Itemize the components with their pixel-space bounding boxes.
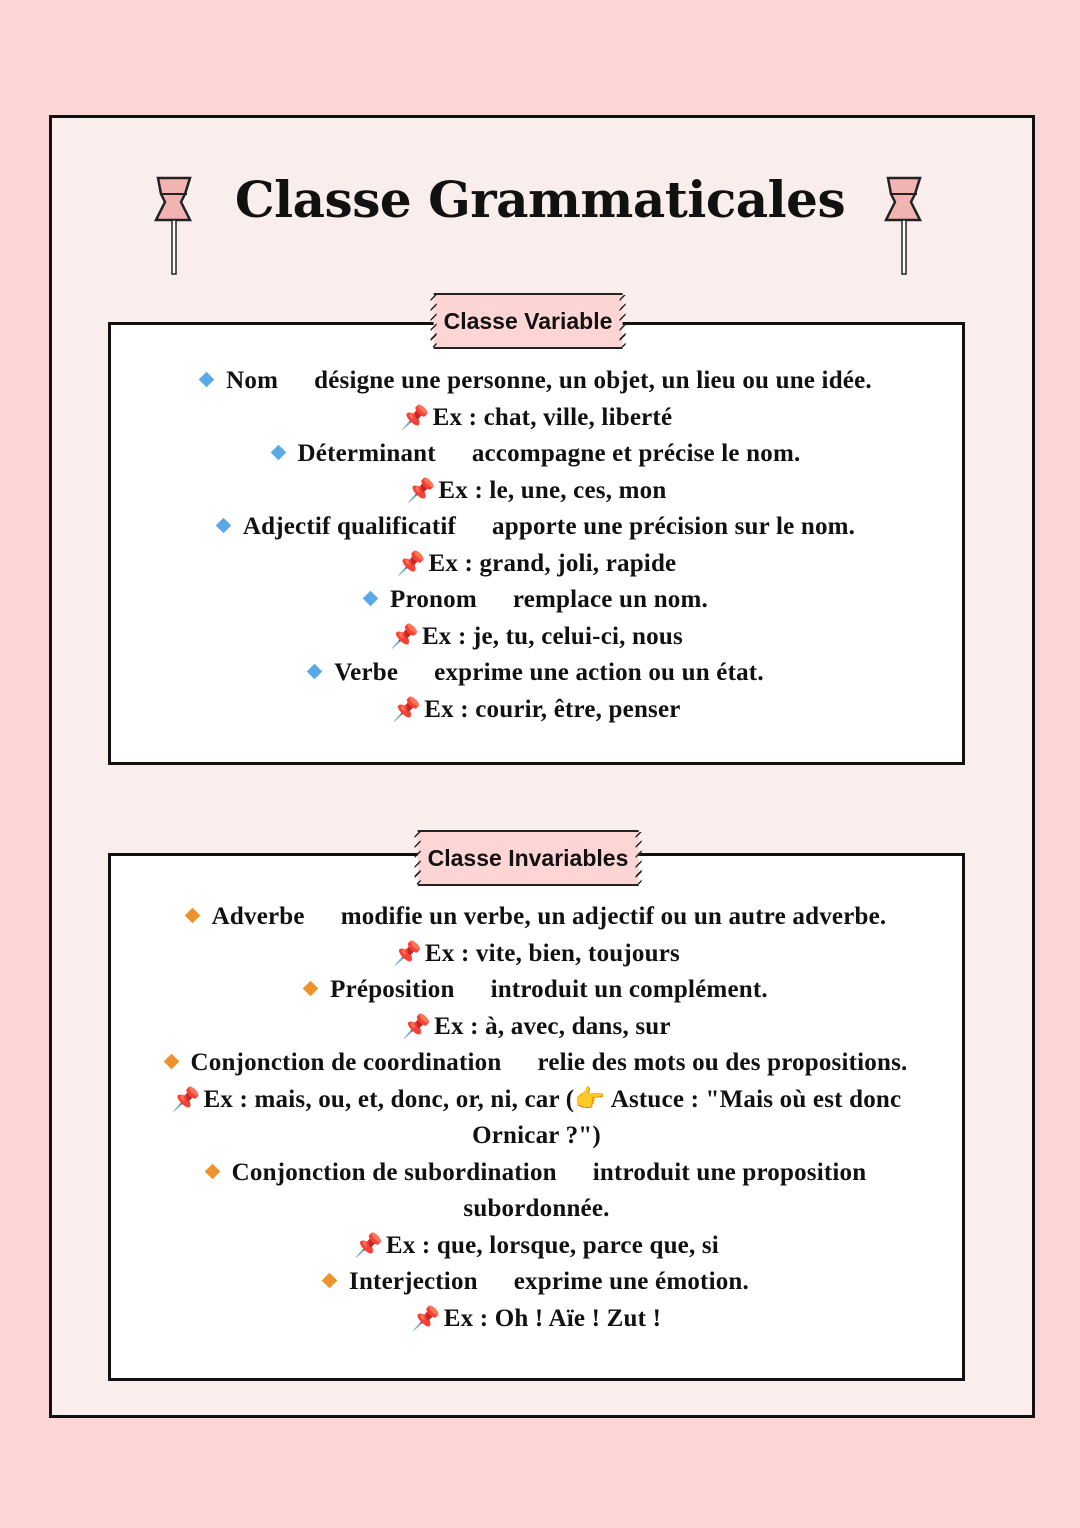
diamond-bullet-icon bbox=[184, 908, 200, 924]
term-line bbox=[117, 363, 956, 400]
example-line bbox=[117, 473, 956, 510]
definition: introduit une proposition subordonnée. bbox=[463, 1158, 867, 1222]
pushpin-icon: 📌 bbox=[171, 1086, 201, 1112]
pushpin-icon: 📌 bbox=[406, 477, 436, 503]
diamond-bullet-icon bbox=[216, 518, 232, 534]
diamond-bullet-icon bbox=[204, 1163, 220, 1179]
example-line bbox=[117, 400, 956, 437]
term: Préposition bbox=[330, 976, 455, 1003]
example: Ex : mais, ou, et, donc, or, ni, car (👉 Astuce : "Mais où est donc Ornicar ?") bbox=[203, 1085, 902, 1149]
term-line bbox=[105, 1264, 968, 1301]
example: Ex : le, une, ces, mon bbox=[438, 476, 667, 504]
term: Déterminant bbox=[297, 440, 436, 467]
example-line bbox=[117, 692, 956, 729]
diamond-bullet-icon bbox=[163, 1054, 179, 1070]
term-line bbox=[117, 509, 956, 546]
section-label-variable: Classe Variable bbox=[434, 293, 623, 349]
diamond-bullet-icon bbox=[363, 591, 379, 607]
diamond-bullet-icon bbox=[322, 1273, 338, 1289]
example: Ex : vite, bien, toujours bbox=[424, 939, 680, 967]
example-line bbox=[117, 619, 956, 656]
pushpin-icon: 📌 bbox=[392, 696, 422, 722]
definition: introduit un complément. bbox=[490, 976, 768, 1003]
page-title: Classe Grammaticales bbox=[234, 170, 846, 229]
example: Ex : courir, être, penser bbox=[424, 695, 681, 723]
example: Ex : chat, ville, liberté bbox=[432, 403, 673, 431]
term-line bbox=[105, 1155, 968, 1228]
term-line bbox=[117, 655, 956, 692]
pushpin-icon: 📌 bbox=[396, 550, 426, 576]
diamond-bullet-icon bbox=[199, 372, 215, 388]
example: Ex : je, tu, celui-ci, nous bbox=[421, 622, 683, 650]
section-invariable bbox=[108, 853, 965, 1381]
pushpin-icon: 📌 bbox=[411, 1305, 441, 1331]
example: Ex : grand, joli, rapide bbox=[428, 549, 677, 577]
definition: exprime une émotion. bbox=[513, 1268, 749, 1295]
term: Verbe bbox=[334, 659, 399, 686]
term: Pronom bbox=[390, 586, 477, 613]
diamond-bullet-icon bbox=[303, 981, 319, 997]
definition: exprime une action ou un état. bbox=[434, 659, 764, 686]
diamond-bullet-icon bbox=[307, 664, 323, 680]
term-line bbox=[117, 582, 956, 619]
section-variable bbox=[108, 322, 965, 765]
definition: apporte une précision sur le nom. bbox=[492, 513, 856, 540]
definition: modifie un verbe, un adjectif ou un autre adverbe. bbox=[340, 903, 887, 930]
term: Interjection bbox=[349, 1268, 478, 1295]
example-line bbox=[105, 1082, 968, 1155]
section-label-invariable: Classe Invariables bbox=[418, 830, 639, 886]
term: Conjonction de subordination bbox=[231, 1158, 557, 1186]
definition: relie des mots ou des propositions. bbox=[537, 1049, 908, 1076]
term-line bbox=[105, 1045, 968, 1082]
definition: accompagne et précise le nom. bbox=[471, 440, 801, 467]
definition: remplace un nom. bbox=[512, 586, 708, 613]
term-line bbox=[105, 972, 968, 1009]
term: Adjectif qualificatif bbox=[242, 513, 457, 540]
example-line bbox=[105, 1301, 968, 1338]
pushpin-icon: 📌 bbox=[390, 623, 419, 649]
pushpin-icon: 📌 bbox=[402, 1013, 432, 1039]
example-line bbox=[117, 546, 956, 583]
example-line bbox=[105, 1228, 968, 1265]
example: Ex : à, avec, dans, sur bbox=[434, 1012, 671, 1040]
term: Nom bbox=[226, 367, 279, 394]
example: Ex : que, lorsque, parce que, si bbox=[385, 1231, 719, 1259]
example-line bbox=[105, 1009, 968, 1046]
pushpin-icon: 📌 bbox=[393, 940, 422, 966]
term: Conjonction de coordination bbox=[190, 1049, 502, 1076]
diamond-bullet-icon bbox=[270, 445, 286, 461]
term-line bbox=[117, 436, 956, 473]
term-line bbox=[105, 899, 968, 936]
example-line bbox=[105, 936, 968, 973]
definition: désigne une personne, un objet, un lieu ou une idée. bbox=[314, 367, 872, 394]
term: Adverbe bbox=[211, 903, 305, 930]
pushpin-icon: 📌 bbox=[354, 1232, 383, 1258]
example: Ex : Oh ! Aïe ! Zut ! bbox=[443, 1304, 662, 1332]
pushpin-icon: 📌 bbox=[400, 404, 430, 430]
